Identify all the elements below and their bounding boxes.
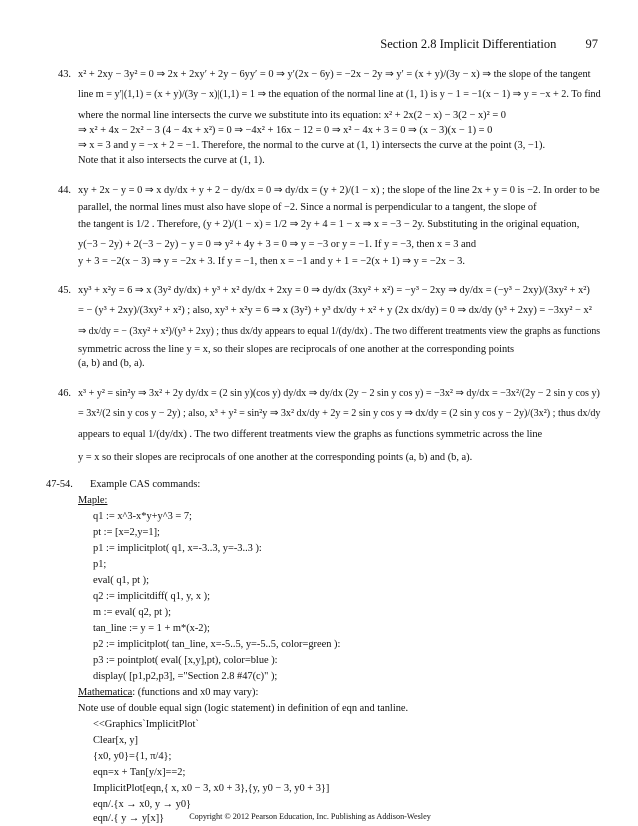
problem-46-line: = 3x²/(2 sin y cos y − 2y) ; also, x³ + y² = sin²y ⇒ 3x² dx/dy + 2y = 2 sin y cos y ⇒ dx/dy = (2 sin y cos y − 2y)/(3x²) ; thus dx/dy (78, 408, 601, 419)
maple-code-line: display( [p1,p2,p3], ="Section 2.8 #47(c)" ); (93, 671, 278, 682)
problem-44-line: parallel, the normal lines must also have slope of −2. Since a normal is perpendicular to a tangent, the slope of (78, 202, 537, 213)
mathematica-code-line: eqn/.{ y → y[x]} (93, 813, 165, 824)
mathematica-code-line: eqn/.{x → x0, y → y0} (93, 799, 192, 810)
problem-44-line: y(−3 − 2y) + 2(−3 − 2y) − y = 0 ⇒ y² + 4y + 3 = 0 ⇒ y = −3 or y = −1. If y = −3, then x = 3 and (78, 239, 477, 250)
maple-code-line: tan_line := y = 1 + m*(x-2); (93, 623, 210, 634)
mathematica-heading (78, 686, 258, 699)
maple-code-line: eval( q1, pt ); (93, 575, 149, 586)
mathematica-note: : (functions and x0 may vary): (132, 687, 259, 698)
problem-44-line: xy + 2x − y = 0 ⇒ x dy/dx + y + 2 − dy/dx = 0 ⇒ dy/dx = (y + 2)/(1 − x) ; the slope of the line 2x + y = 0 is −2. In order to be (78, 185, 600, 196)
maple-code-line: pt := [x=2,y=1]; (93, 527, 160, 538)
problem-46-line: y = x so their slopes are reciprocals of one another at the corresponding points (a, b) and (b, a). (78, 452, 473, 463)
problem-46-line: x³ + y² = sin²y ⇒ 3x² + 2y dy/dx = (2 sin y)(cos y) dy/dx ⇒ dy/dx (2y − 2 sin y cos y) = −3x² ⇒ dy/dx = −3x²/(2y − 2 sin y cos y) (78, 388, 600, 399)
page-header (354, 37, 598, 52)
problem-43-line: where the normal line intersects the curve we substitute into its equation: x² + 2x(2 − x) − 3(2 − x)² = 0 (78, 110, 506, 121)
mathematica-code-line: Clear[x, y] (93, 735, 139, 746)
problem-43-line: x² + 2xy − 3y² = 0 ⇒ 2x + 2xy′ + 2y − 6yy′ = 0 ⇒ y′(2x − 6y) = −2x − 2y ⇒ y′ = (x + y)/(3y − x) ⇒ the slope of the tangent (78, 69, 591, 80)
maple-code-line: p2 := implicitplot( tan_line, x=-5..5, y=-5..5, color=green ): (93, 639, 341, 650)
problem-43-line: Note that it also intersects the curve at (1, 1). (78, 155, 265, 166)
mathematica-code-line: ImplicitPlot[eqn,{ x, x0 − 3, x0 + 3},{y, y0 − 3, y0 + 3}] (93, 783, 330, 794)
section-title: Section 2.8 Implicit Differentiation (380, 37, 557, 51)
problem-43-line: ⇒ x = 3 and y = −x + 2 = −1. Therefore, the normal to the curve at (1, 1) intersects the curve at the point (3, −1). (78, 140, 546, 151)
copyright-footer: Copyright © 2012 Pearson Education, Inc. Publishing as Addison-Wesley (189, 812, 431, 821)
problem-45-line: = − (y³ + 2xy)/(3xy² + x²) ; also, xy³ + x²y = 6 ⇒ x (3y²) + y³ dx/dy + x² + y (2x dx/dy) = 0 ⇒ dx/dy (y³ + 2xy) = −3xy² − x² (78, 305, 592, 316)
problem-44-line: the tangent is 1/2 . Therefore, (y + 2)/(1 − x) = 1/2 ⇒ 2y + 4 = 1 − x ⇒ x = −3 − 2y. Substituting in the original equation, (78, 219, 580, 230)
maple-code-line: q1 := x^3-x*y+y^3 = 7; (93, 511, 192, 522)
mathematica-code-line: <<Graphics`ImplicitPlot` (93, 719, 199, 730)
problem-43-line: ⇒ x² + 4x − 2x² − 3 (4 − 4x + x²) = 0 ⇒ −4x² + 16x − 12 = 0 ⇒ x² − 4x + 3 = 0 ⇒ (x − 3)(x − 1) = 0 (78, 125, 493, 136)
problem-45-line: symmetric across the line y = x, so their slopes are reciprocals of one another at the corresponding points (78, 344, 515, 355)
problem-46-line: appears to equal 1/(dy/dx) . The two different treatments view the graphs as functions symmetric across the line (78, 429, 543, 440)
cas-title: Example CAS commands: (90, 479, 201, 490)
problem-45-line: xy³ + x²y = 6 ⇒ x (3y² dy/dx) + y³ + x² dy/dx + 2xy = 0 ⇒ dy/dx (3xy² + x²) = −y³ − 2xy ⇒ dy/dx = (−y³ − 2xy)/(3xy² + x²) (78, 285, 590, 296)
problem-45-number: 45. (58, 285, 71, 296)
mathematica-code-line: eqn=x + Tan[y/x]==2; (93, 767, 186, 778)
maple-code-line: m := eval( q2, pt ); (93, 607, 172, 618)
maple-label: Maple: (78, 495, 108, 506)
maple-code-line: p1 := implicitplot( q1, x=-3..3, y=-3..3 ): (93, 543, 262, 554)
problem-43-number: 43. (58, 69, 71, 80)
maple-code-line: p3 := pointplot( eval( [x,y],pt), color=blue ): (93, 655, 278, 666)
problem-44-number: 44. (58, 185, 71, 196)
cas-note: Note use of double equal sign (logic statement) in definition of eqn and tanline. (78, 703, 409, 714)
problem-44-line: y + 3 = −2(x − 3) ⇒ y = −2x + 3. If y = −1, then x = −1 and y + 1 = −2(x + 1) ⇒ y = −2x − 3. (78, 256, 465, 267)
mathematica-code-line: {x0, y0}={1, π/4}; (93, 751, 172, 762)
mathematica-label: Mathematica (78, 687, 133, 698)
cas-range: 47-54. (46, 479, 73, 490)
problem-46-number: 46. (58, 388, 71, 399)
page-number: 97 (585, 37, 598, 51)
problem-45-line: (a, b) and (b, a). (78, 358, 145, 369)
maple-code-line: p1; (93, 559, 107, 570)
maple-code-line: q2 := implicitdiff( q1, y, x ); (93, 591, 210, 602)
problem-45-line: ⇒ dx/dy = − (3xy² + x²)/(y³ + 2xy) ; thus dx/dy appears to equal 1/(dy/dx) . The two different treatments view the graphs as functions (78, 326, 601, 337)
problem-43-line: line m = y′|(1,1) = (x + y)/(3y − x)|(1,1) = 1 ⇒ the equation of the normal line at (1, 1) is y − 1 = −1(x − 1) ⇒ y = −x + 2. To find (78, 89, 601, 100)
